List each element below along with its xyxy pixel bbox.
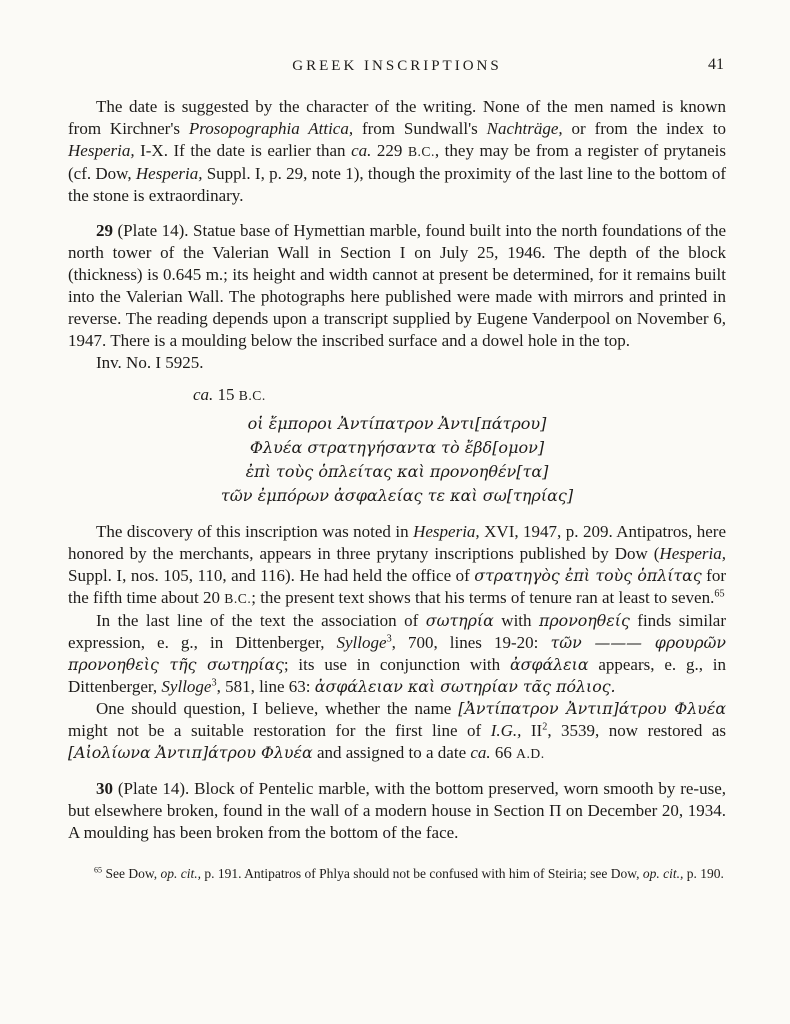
- page-title: GREEK INSCRIPTIONS: [292, 58, 502, 74]
- text-run: The discovery of this inscription was noted in: [96, 522, 414, 541]
- footnote-65: [68, 864, 726, 883]
- text-run: A.D.: [516, 746, 545, 761]
- text-run: p. 190.: [683, 866, 724, 881]
- text-run: , 3539, now restored as: [547, 721, 726, 740]
- text-run: Suppl. I, p. 29, note 1), though the proximity of the last line to the bottom of the stone is extraordinary.: [68, 164, 726, 205]
- text-run: Inv. No. I 5925.: [96, 353, 204, 372]
- greek-inscription-line-4: τῶν ἐμπόρων ἀσφαλείας τε καὶ σω[τηρίας]: [220, 486, 574, 505]
- text-run: 65: [94, 865, 103, 875]
- paragraph-item-30: [68, 778, 726, 844]
- text-run: 15: [213, 385, 239, 404]
- text-run: ἀσφάλειαν καὶ σωτηρίαν τᾶς πόλιος.: [314, 677, 616, 696]
- text-run: B.C.: [407, 144, 435, 159]
- text-run: Prosopographia Attica,: [188, 119, 354, 138]
- paragraph-item-29: [68, 220, 726, 352]
- text-run: for the fifth time about 20: [68, 566, 727, 607]
- text-run: (Plate 14). Block of Pentelic marble, with the bottom preserved, worn smooth by re-use, but elsewhere broken, found in the wall of a modern house in Section Π on December 20, 1934. A moulding has been broken from the bottom of the face.: [68, 779, 726, 842]
- text-run: I-X. If the date is earlier than: [134, 141, 352, 160]
- text-run: One should question, I believe, whether the name: [96, 699, 459, 718]
- text-run: I.G.,: [490, 721, 522, 740]
- text-run: might not be a suitable restoration for the first line of: [68, 721, 491, 740]
- text-run: B.C.: [224, 591, 252, 606]
- text-run: II: [521, 721, 543, 740]
- text-run: from Sundwall's: [353, 119, 487, 138]
- greek-inscription-line-1: οἱ ἔμποροι Ἀντίπατρον Ἀντι[πάτρου]: [247, 414, 547, 433]
- text-run: In the last line of the text the association of: [96, 611, 426, 630]
- paragraph-last-line-commentary: [68, 610, 726, 698]
- text-run: 3: [211, 677, 217, 689]
- text-run: σωτηρία: [425, 611, 494, 630]
- text-run: ; its use in conjunction with: [283, 655, 510, 674]
- text-run: , 700, lines 19-20:: [391, 633, 551, 652]
- text-run: στρατηγὸς ἐπὶ τοὺς ὁπλίτας: [474, 566, 702, 585]
- text-run: ca.: [193, 385, 214, 404]
- greek-inscription-line-2: Φλυέα στρατηγήσαντα τὸ ἔβδ[ομον]: [249, 438, 545, 457]
- text-run: appears, e. g., in Dittenberger,: [68, 655, 726, 696]
- text-run: (Plate 14). Statue base of Hymettian marble, found built into the north foundations of the north tower of the Valerian Wall in Section I on July 25, 1946. The depth of the block (thickness) is 0.645 m.; its height and width cannot at present be determined, for it remains built into the Valerian Wall. The photographs here published were made with mirrors and printed in reverse. The reading depends upon a transcript supplied by Eugene Vanderpool on November 6, 1947. There is a moulding below the inscribed surface and a dowel hole in the top.: [68, 221, 726, 350]
- text-run: 66: [490, 743, 517, 762]
- paragraph-discovery: [68, 521, 726, 610]
- paragraph-intro: [68, 96, 726, 207]
- text-run: [Ἀντίπατρον Ἀντιπ]άτρου Φλυέα: [458, 699, 726, 718]
- text-run: 29: [96, 221, 113, 240]
- text-run: , they may be from a register of prytaneis (cf. Dow,: [68, 141, 727, 183]
- text-run: Nachträge,: [486, 119, 563, 138]
- inventory-number-line: [68, 352, 726, 374]
- text-run: 30: [96, 779, 113, 798]
- text-run: 65: [714, 588, 725, 600]
- inscription-date-line: [193, 384, 726, 407]
- text-run: , 581, line 63:: [216, 677, 315, 696]
- text-run: τῶν ——— φρουρῶν προνοηθεὶς τῆς σωτηρίας: [68, 633, 726, 674]
- text-run: See Dow,: [102, 866, 161, 881]
- text-run: 229: [371, 141, 408, 160]
- text-run: [Αἰολίωνα Ἀντιπ]άτρου Φλυέα: [68, 743, 313, 762]
- text-run: or from the index to: [562, 119, 726, 138]
- text-run: 3: [386, 633, 392, 645]
- text-run: ; the present text shows that his terms of tenure ran at least to seven.: [251, 588, 715, 607]
- text-run: op. cit.,: [160, 866, 201, 881]
- text-run: Sylloge: [336, 633, 387, 652]
- text-run: Sylloge: [161, 677, 212, 696]
- text-run: XVI, 1947, p. 209. Antipatros, here honored by the merchants, appears in three prytany inscriptions published by Dow (: [68, 522, 726, 563]
- text-run: Suppl. I, nos. 105, 110, and 116). He had held the office of: [68, 566, 475, 585]
- text-run: with: [493, 611, 540, 630]
- text-run: finds similar expression, e. g., in Dittenberger,: [68, 611, 726, 652]
- text-run: 2: [542, 721, 548, 733]
- text-run: ca.: [470, 743, 491, 762]
- text-run: προνοηθείς: [539, 611, 630, 630]
- text-run: Hesperia,: [68, 141, 135, 160]
- text-run: and assigned to a date: [312, 743, 471, 762]
- text-run: ca.: [351, 141, 372, 160]
- paragraph-restoration-question: [68, 698, 726, 765]
- page-number: 41: [708, 56, 724, 73]
- text-run: ἀσφάλεια: [509, 655, 589, 674]
- text-run: Hesperia,: [413, 522, 480, 541]
- text-run: p. 191. Antipatros of Phlya should not be confused with him of Steiria; see Dow,: [200, 866, 643, 881]
- text-run: Hesperia,: [135, 164, 203, 183]
- text-run: op. cit.,: [642, 866, 684, 881]
- text-run: B.C.: [238, 388, 266, 403]
- greek-inscription-line-3: ἐπὶ τοὺς ὁπλείτας καὶ προνοηθέν[τα]: [245, 462, 549, 481]
- page-header: [68, 54, 726, 74]
- text-run: Hesperia,: [659, 544, 726, 563]
- text-run: The date is suggested by the character of the writing. None of the men named is known from Kirchner's: [68, 97, 726, 138]
- greek-inscription-block: [68, 384, 726, 508]
